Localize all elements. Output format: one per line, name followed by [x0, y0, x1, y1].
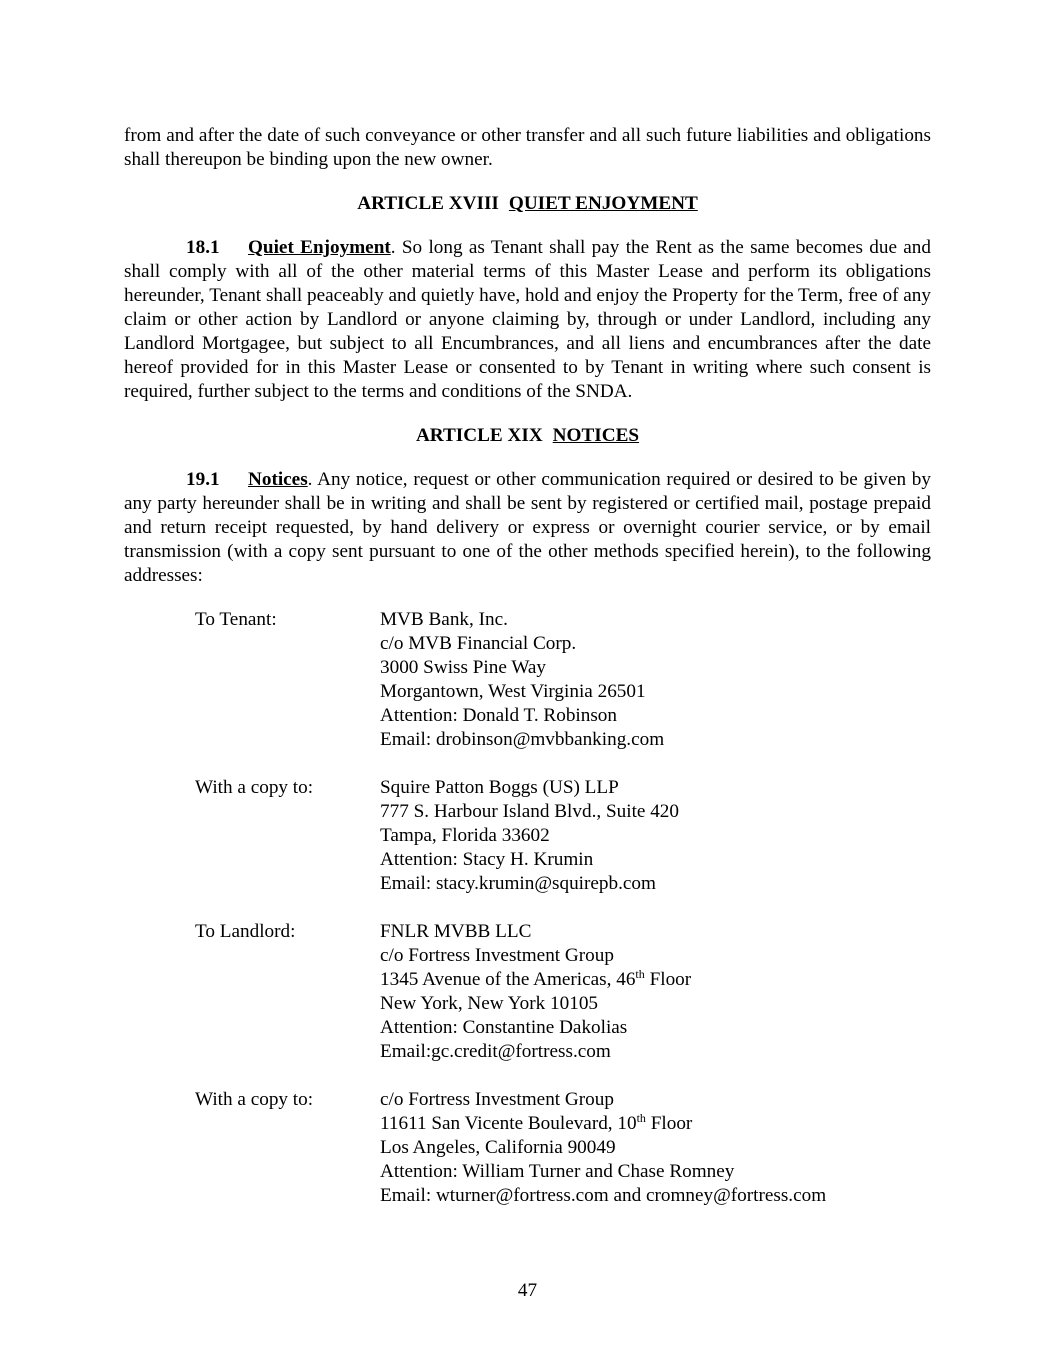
address-line: c/o MVB Financial Corp.	[380, 633, 577, 654]
section-18-1-text: . So long as Tenant shall pay the Rent as the same becomes due and shall comply with all of the other material terms of this Master Lease and perform its obligations hereunder, Tenant shall peaceably and quietly have, hold and enjoy the Property for the Term, free of any claim or other action by Landlord or anyone claiming by, through or under Landlord, including any Landlord Mortgagee, but subject to all Encumbrances, and all liens and encumbrances after the date hereof provided for in this Master Lease or consented to by Tenant in writing where such consent is required, further subject to the terms and conditions of the SNDA.	[124, 237, 931, 402]
address-line: Email: stacy.krumin@squirepb.com	[380, 873, 656, 894]
article-18-heading	[124, 192, 931, 216]
continuation-paragraph: from and after the date of such conveyance or other transfer and all such future liabilities and obligations shall thereupon be binding upon the new owner.	[124, 125, 931, 170]
address-block-landlord	[195, 920, 931, 1064]
address-block-tenant	[195, 608, 931, 752]
address-label: With a copy to:	[195, 1089, 314, 1110]
address-line: Email: wturner@fortress.com and cromney@fortress.com	[380, 1185, 827, 1206]
address-line: Squire Patton Boggs (US) LLP	[380, 777, 619, 798]
address-line: Attention: William Turner and Chase Romney	[380, 1161, 735, 1182]
address-line: Attention: Donald T. Robinson	[380, 705, 617, 726]
address-line: FNLR MVBB LLC	[380, 921, 532, 942]
section-19-1-caption: Notices	[248, 469, 308, 490]
address-line: Email: drobinson@mvbbanking.com	[380, 729, 665, 750]
notice-addresses	[124, 608, 931, 1208]
address-block-tenant-copy	[195, 776, 931, 896]
address-line: 3000 Swiss Pine Way	[380, 657, 547, 678]
address-line: 777 S. Harbour Island Blvd., Suite 420	[380, 801, 679, 822]
address-line: Attention: Stacy H. Krumin	[380, 849, 594, 870]
section-19-1-text: . Any notice, request or other communication required or desired to be given by any party hereunder shall be in writing and shall be sent by registered or certified mail, postage prepaid and return receipt requested, by hand delivery or express or overnight courier service, or by email transmission (with a copy sent pursuant to one of the other methods specified herein), to the following addresses:	[124, 469, 931, 586]
address-block-landlord-copy	[195, 1088, 931, 1208]
article-18-label: ARTICLE XVIII	[357, 193, 499, 214]
address-label: To Tenant:	[195, 609, 277, 630]
address-line: Attention: Constantine Dakolias	[380, 1017, 628, 1038]
section-19-1-number: 19.1	[186, 469, 220, 490]
article-19-heading	[124, 424, 931, 448]
address-line: Los Angeles, California 90049	[380, 1137, 616, 1158]
address-lines	[380, 608, 931, 752]
address-line: c/o Fortress Investment Group	[380, 945, 614, 966]
address-line-floor: 11611 San Vicente Boulevard, 10th Floor	[380, 1111, 693, 1134]
address-line: MVB Bank, Inc.	[380, 609, 508, 630]
address-line: Email:gc.credit@fortress.com	[380, 1041, 611, 1062]
address-lines	[380, 776, 931, 896]
section-18-1-paragraph	[124, 236, 931, 404]
address-line: c/o Fortress Investment Group	[380, 1089, 614, 1110]
address-line: Morgantown, West Virginia 26501	[380, 681, 646, 702]
address-lines	[380, 920, 931, 1064]
section-18-1-caption: Quiet Enjoyment	[248, 237, 391, 258]
address-line: Tampa, Florida 33602	[380, 825, 550, 846]
section-19-1-paragraph	[124, 468, 931, 588]
address-line-floor: 1345 Avenue of the Americas, 46th Floor	[380, 967, 692, 990]
article-19-title: NOTICES	[552, 425, 640, 446]
address-label: To Landlord:	[195, 921, 296, 942]
document-page	[124, 124, 931, 1232]
address-lines	[380, 1088, 931, 1208]
section-18-1-number: 18.1	[186, 237, 220, 258]
page-number: 47	[517, 1280, 538, 1301]
address-label: With a copy to:	[195, 777, 314, 798]
article-19-label: ARTICLE XIX	[415, 425, 543, 446]
address-line: New York, New York 10105	[380, 993, 599, 1014]
article-18-title: QUIET ENJOYMENT	[508, 193, 698, 214]
